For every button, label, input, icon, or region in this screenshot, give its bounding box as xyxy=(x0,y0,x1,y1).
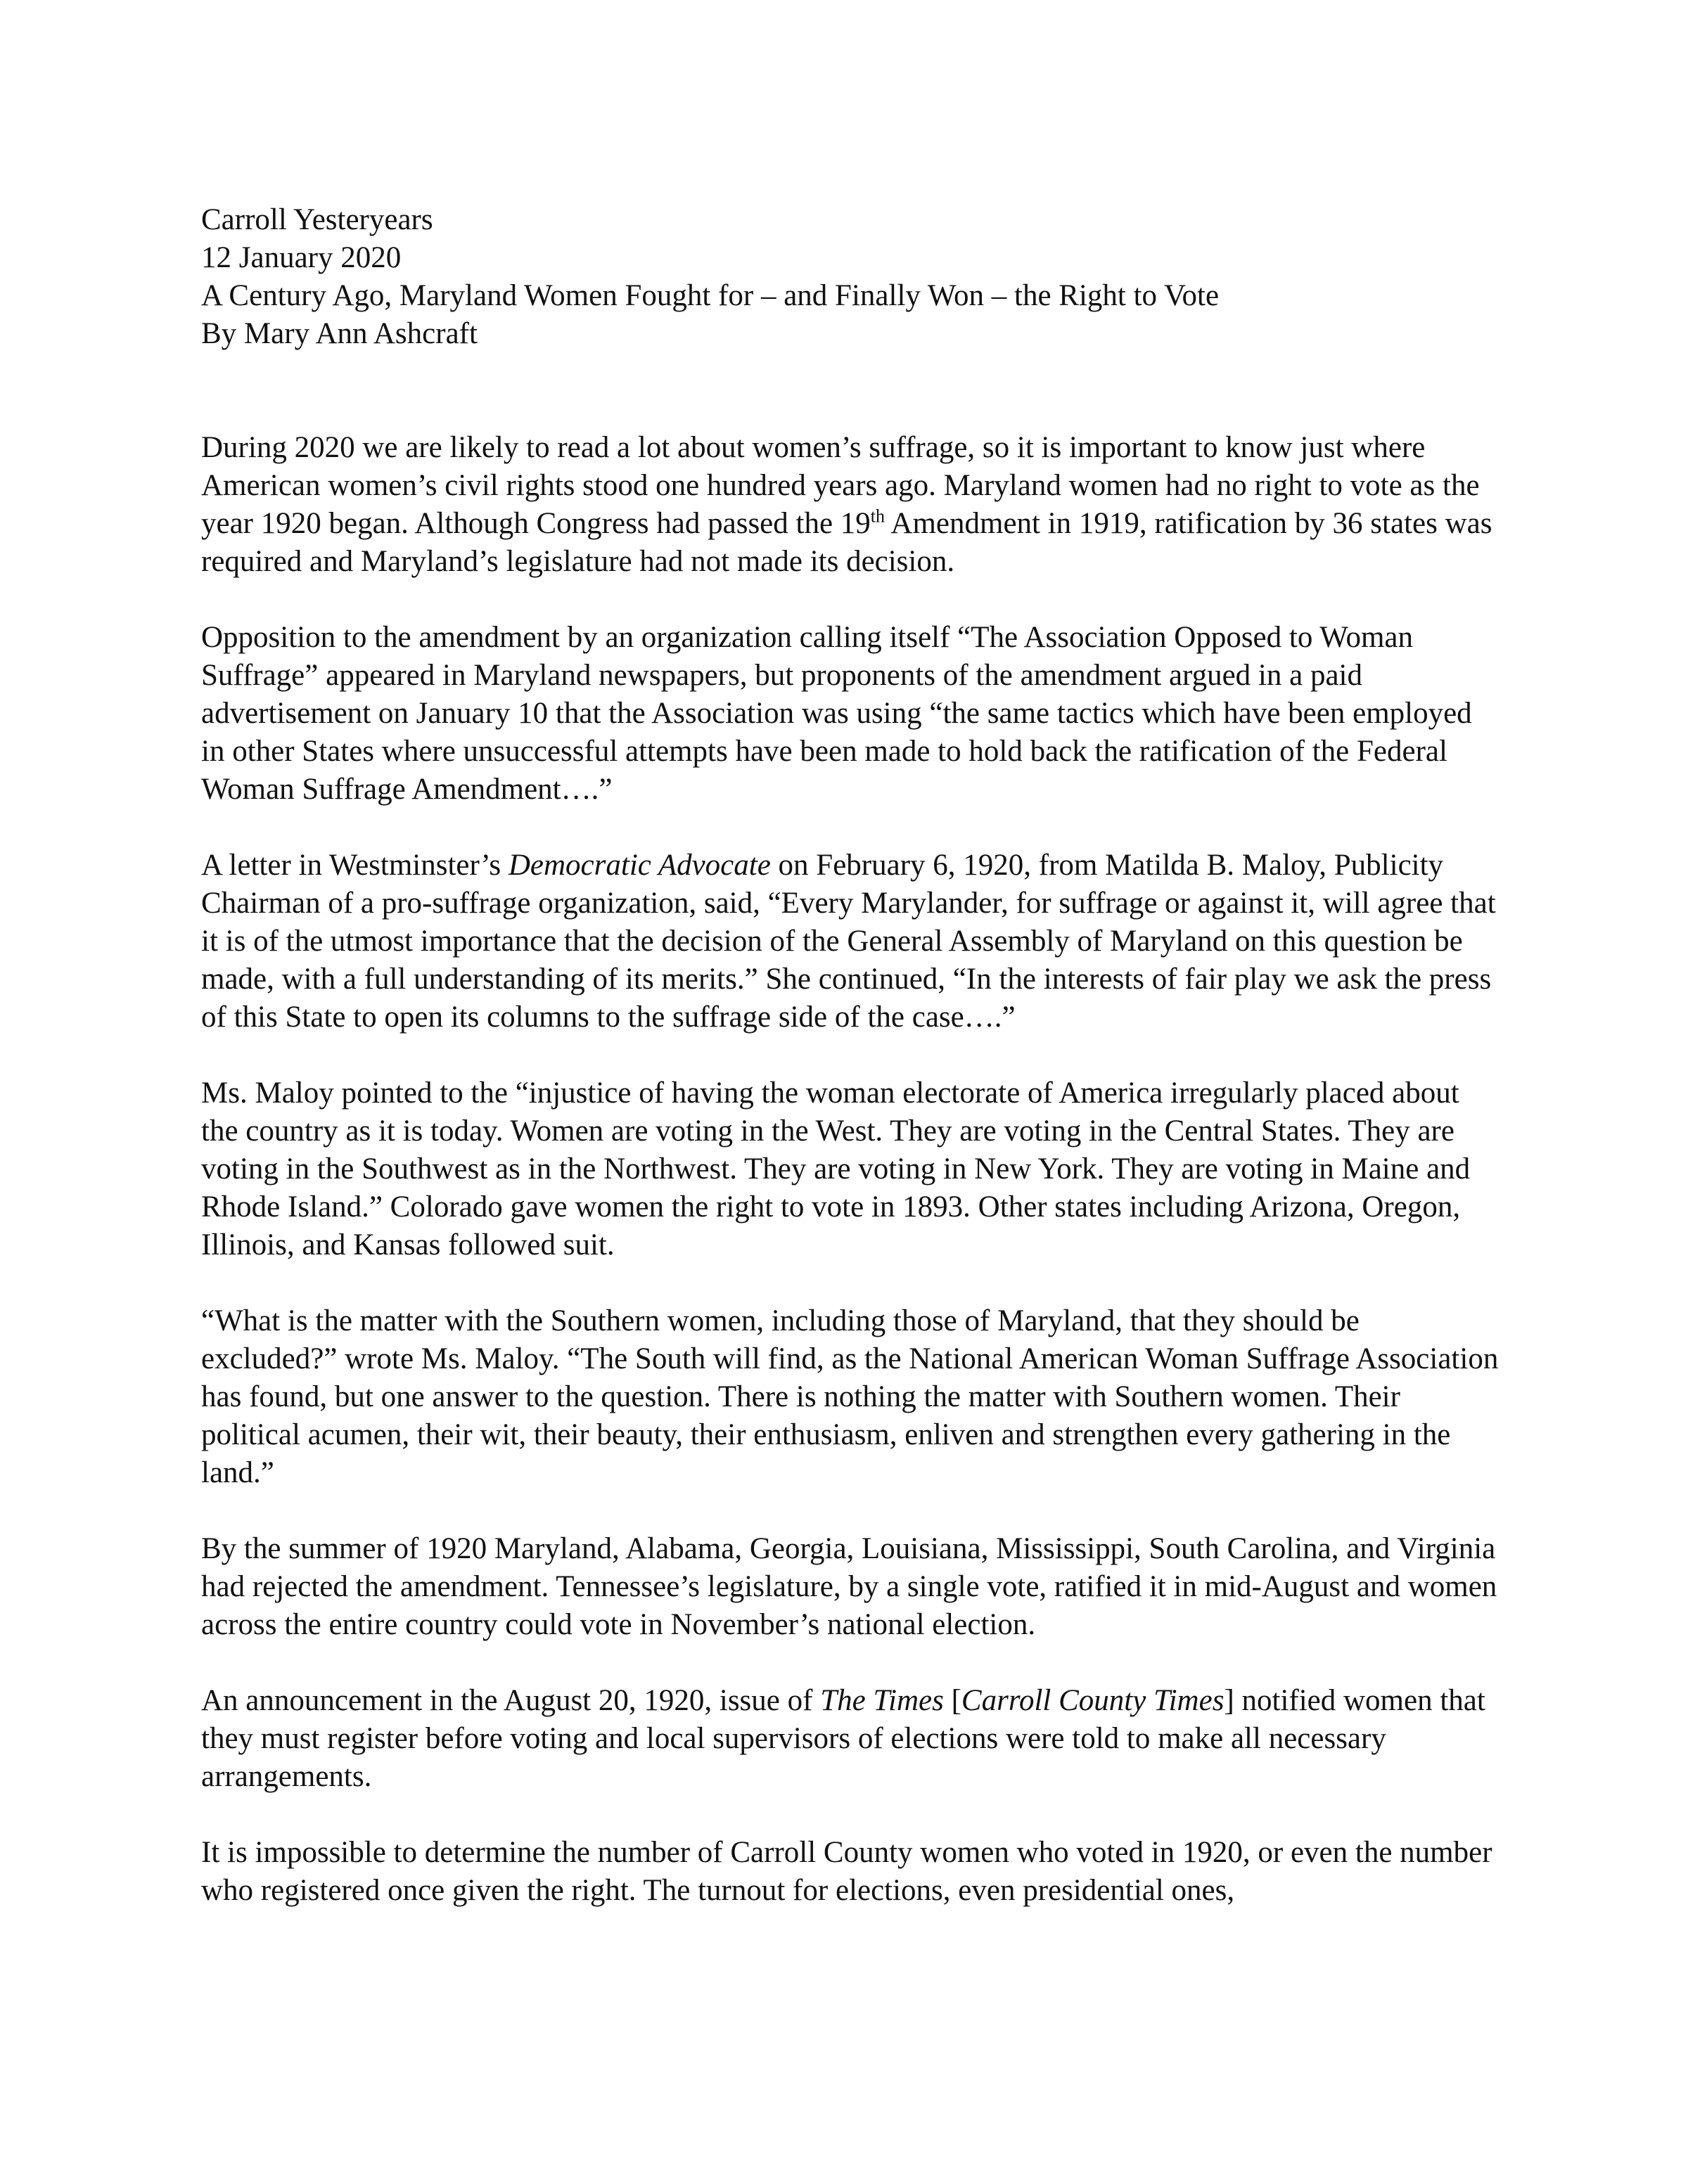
paragraph-3-text-b: on February 6, 1920, from Matilda B. Maloy, Publicity Chairman of a pro-suffrage organization, said, “Every Marylander, for suffrage or against it, will agree that it is of the utmost importance that the decision of the General Assembly of Maryland on this question be made, with a full understanding of its merits.” She continued, “In the interests of fair play we ask the press of this State to open its columns to the suffrage side of the case….” xyxy=(201,849,1496,1034)
paragraph-6: By the summer of 1920 Maryland, Alabama, Georgia, Louisiana, Mississippi, South Carolina, and Virginia had rejected the amendment. Tennessee’s legislature, by a single vote, ratified it in mid-August and women across the entire country could vote in November’s national election. xyxy=(201,1532,1497,1641)
paragraph-1-text-b: Amendment in 1919, ratification by 36 states was required and Maryland’s legislature had not made its decision. xyxy=(201,507,1492,578)
paragraph-8: It is impossible to determine the number of Carroll County women who voted in 1920, or even the number who registered once given the right. The turnout for elections, even presidential ones, xyxy=(201,1836,1492,1907)
article-date: 12 January 2020 xyxy=(201,241,402,274)
newspaper-name-italic: Democratic Advocate xyxy=(508,849,771,882)
article-body xyxy=(201,201,1502,1948)
paragraph-7-text-a: An announcement in the August 20, 1920, issue of xyxy=(201,1684,821,1717)
paragraph-2: Opposition to the amendment by an organization calling itself “The Association Opposed to Woman Suffrage” appeared in Maryland newspapers, but proponents of the amendment argued in a paid advertisement on January 10 that the Association was using “the same tactics which have been employed in other States where unsuccessful attempts have been made to hold back the ratification of the Federal Woman Suffrage Amendment….” xyxy=(201,621,1472,806)
paragraph-4: Ms. Maloy pointed to the “injustice of having the woman electorate of America irregularly placed about the country as it is today. Women are voting in the West. They are voting in the Central States. They are voting in the Southwest as in the Northwest. They are voting in New York. They are voting in Maine and Rhode Island.” Colorado gave women the right to vote in 1893. Other states including Arizona, Oregon, Illinois, and Kansas followed suit. xyxy=(201,1077,1471,1261)
article-header xyxy=(201,201,1502,353)
paragraph-7-text-b: [ xyxy=(943,1684,961,1717)
newspaper-name-italic-2: Carroll County Times xyxy=(961,1684,1225,1717)
paragraph-1-text-a: During 2020 we are likely to read a lot about women’s suffrage, so it is important to know just where American women’s civil rights stood one hundred years ago. Maryland women had no right to vote as the year 1920 began. Although Congress had passed the 19 xyxy=(201,431,1480,540)
ordinal-suffix: th xyxy=(870,506,885,527)
article-title: A Century Ago, Maryland Women Fought for – and Finally Won – the Right to Vote xyxy=(201,279,1220,312)
column-name: Carroll Yesteryears xyxy=(201,203,433,236)
paragraph-1 xyxy=(201,429,1502,581)
paragraph-7-text-c: ] notified women that they must register before voting and local supervisors of elections were told to make all necessary arrangements. xyxy=(201,1684,1485,1793)
paragraph-3 xyxy=(201,847,1502,1036)
article-byline: By Mary Ann Ashcraft xyxy=(201,317,478,350)
newspaper-name-italic-1: The Times xyxy=(820,1684,944,1717)
paragraph-7 xyxy=(201,1682,1502,1796)
paragraph-5: “What is the matter with the Southern women, including those of Maryland, that they should be excluded?” wrote Ms. Maloy. “The South will find, as the National American Woman Suffrage Association has found, but one answer to the question. There is nothing the matter with Southern women. Their political acumen, their wit, their beauty, their enthusiasm, enliven and strengthen every gathering in the land.” xyxy=(201,1304,1499,1489)
paragraph-3-text-a: A letter in Westminster’s xyxy=(201,849,509,882)
